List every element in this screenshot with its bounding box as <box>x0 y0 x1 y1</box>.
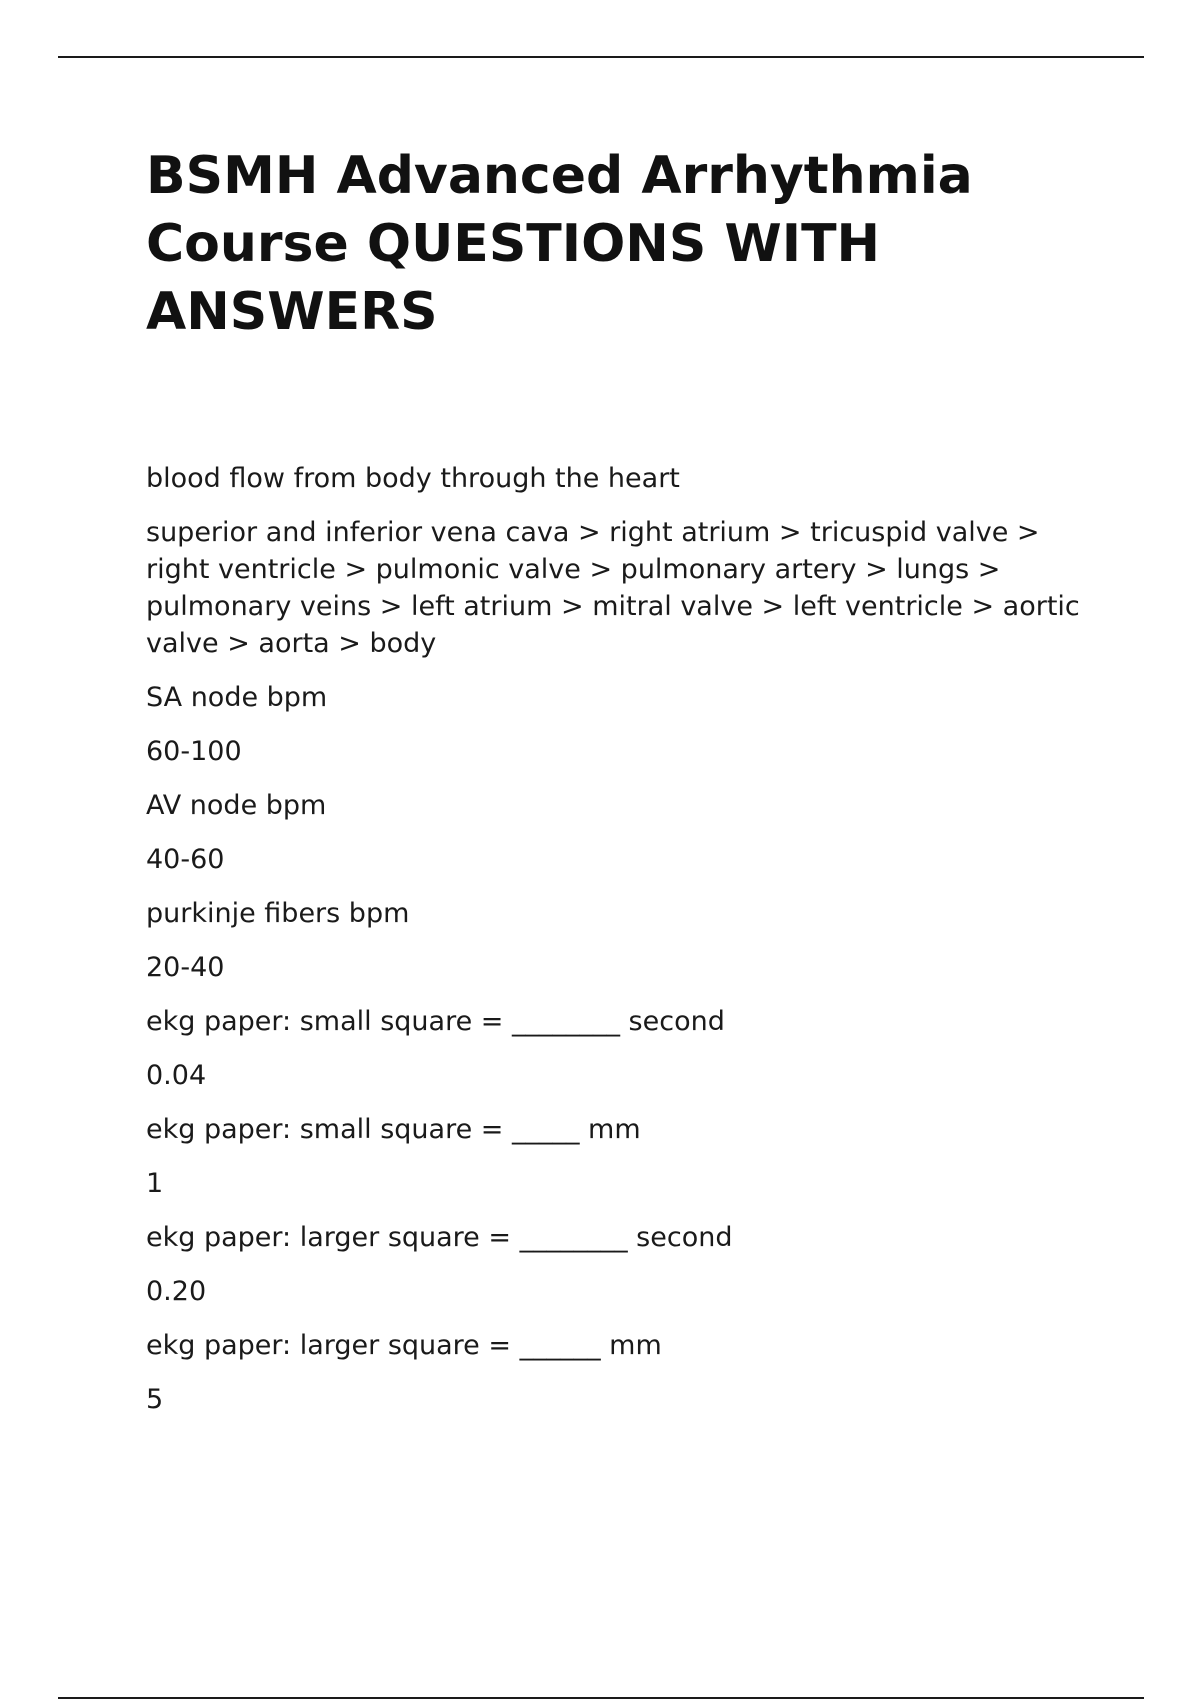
bottom-divider <box>58 1697 1144 1699</box>
question-blood-flow: blood flow from body through the heart <box>146 463 680 494</box>
question-sa-node: SA node bpm <box>146 682 328 713</box>
answer-av-node: 40-60 <box>146 844 225 875</box>
answer-sa-node: 60-100 <box>146 736 242 767</box>
qa-list <box>146 460 1096 1418</box>
question-av-node: AV node bpm <box>146 790 327 821</box>
question-purkinje: purkinje fibers bpm <box>146 898 410 929</box>
answer-small-square-seconds: 0.04 <box>146 1060 207 1091</box>
question-large-square-seconds: ekg paper: larger square = ________ second <box>146 1222 733 1253</box>
question-large-square-mm: ekg paper: larger square = ______ mm <box>146 1330 662 1361</box>
answer-large-square-mm: 5 <box>146 1384 164 1415</box>
document-body <box>146 142 1096 1435</box>
answer-blood-flow: superior and inferior vena cava > right atrium > tricuspid valve > right ventricle > pulmonic valve > pulmonary artery > lungs > pulmonary veins > left atrium > mitral valve > left ventricle > aortic valve > aorta > body <box>146 517 1089 659</box>
question-small-square-mm: ekg paper: small square = _____ mm <box>146 1114 641 1145</box>
answer-large-square-seconds: 0.20 <box>146 1276 207 1307</box>
question-small-square-seconds: ekg paper: small square = ________ second <box>146 1006 725 1037</box>
top-divider <box>58 56 1144 58</box>
answer-purkinje: 20-40 <box>146 952 225 983</box>
document-title: BSMH Advanced Arrhythmia Course QUESTIONS WITH ANSWERS <box>146 146 973 342</box>
answer-small-square-mm: 1 <box>146 1168 164 1199</box>
